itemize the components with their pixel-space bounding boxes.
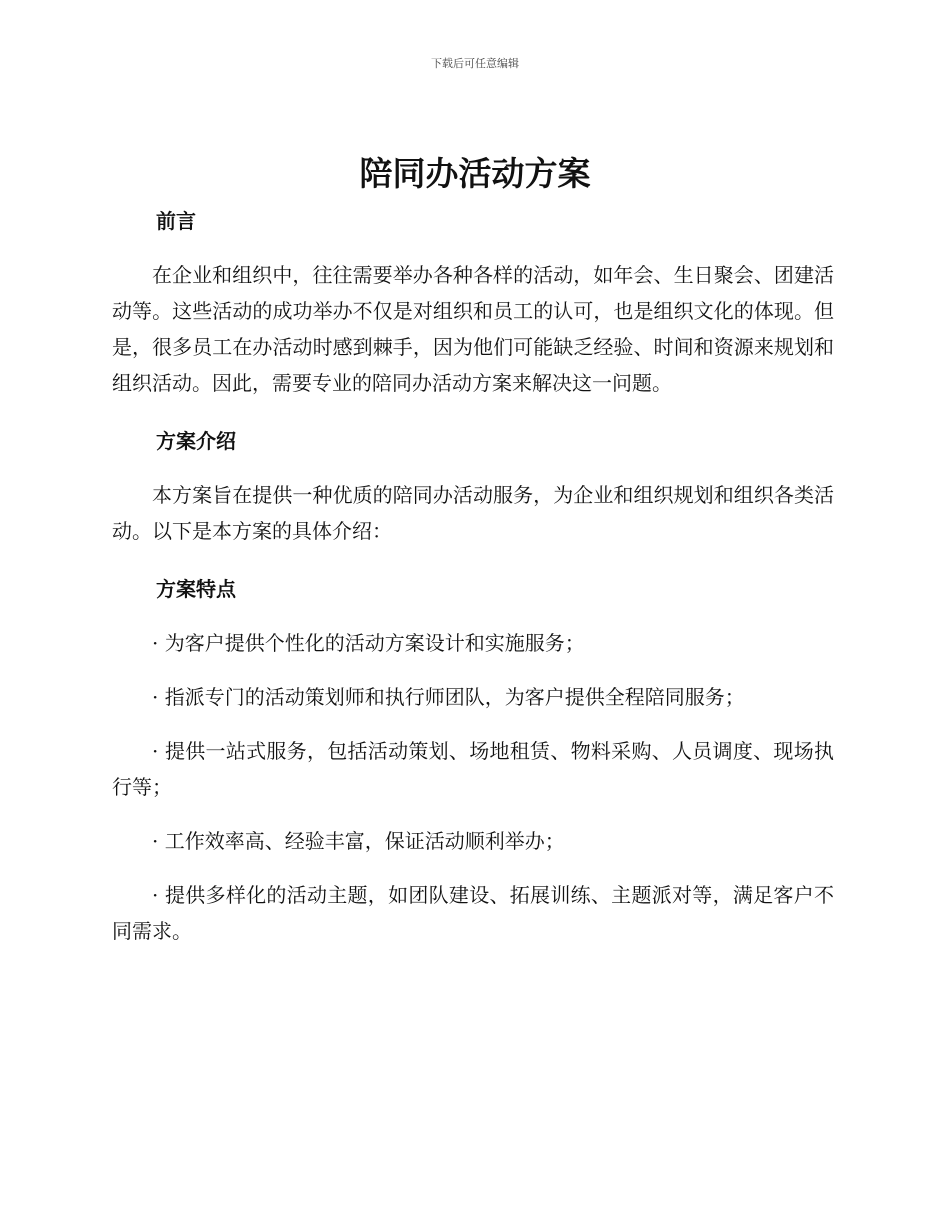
section-heading-intro: 方案介绍 [156, 429, 236, 453]
preface-paragraph: 在企业和组织中，往往需要举办各种各样的活动，如年会、生日聚会、团建活动等。这些活动的成功举办不仅是对组织和员工的认可，也是组织文化的体现。但是，很多员工在办活动时感到棘手，因为他们可能缺乏经验、时间和资源来规划和组织活动。因此，需要专业的陪同办活动方案来解决这一问题。 [112, 263, 834, 395]
page-header-note: 下载后可任意编辑 [431, 57, 519, 70]
document-title: 陪同办活动方案 [359, 154, 591, 193]
feature-item: · 提供一站式服务，包括活动策划、场地租赁、物料采购、人员调度、现场执行等； [112, 739, 834, 799]
section-heading-features: 方案特点 [156, 577, 236, 601]
feature-item: · 提供多样化的活动主题，如团队建设、拓展训练、主题派对等，满足客户不同需求。 [112, 883, 834, 943]
section-heading-preface: 前言 [156, 209, 196, 233]
feature-item: · 为客户提供个性化的活动方案设计和实施服务； [152, 631, 585, 655]
feature-item: · 工作效率高、经验丰富，保证活动顺利举办； [152, 829, 565, 853]
feature-item: · 指派专门的活动策划师和执行师团队，为客户提供全程陪同服务； [152, 685, 745, 709]
document-body [112, 203, 834, 949]
intro-paragraph: 本方案旨在提供一种优质的陪同办活动服务，为企业和组织规划和组织各类活动。以下是本方案的具体介绍： [112, 483, 834, 543]
